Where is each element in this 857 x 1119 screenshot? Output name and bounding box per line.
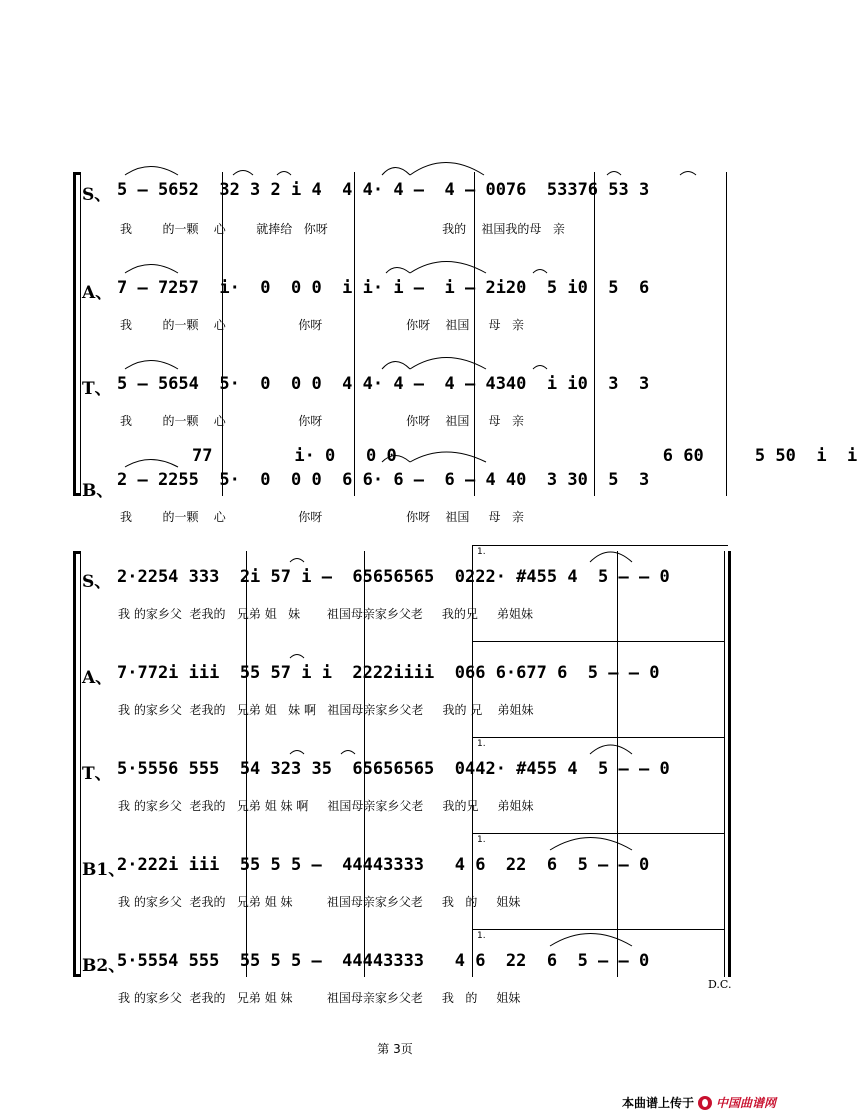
lyrics-b2: 我 的家乡父 老我的 兄弟 姐 妹 祖国母亲家乡父老 我 的 姐妹	[118, 991, 521, 1005]
slur	[382, 168, 410, 176]
lyrics-t: 我 的一颗 心 你呀 你呀 祖国 母 亲	[120, 414, 524, 428]
slur	[290, 751, 304, 755]
slur	[533, 270, 547, 274]
lyrics-s: 我 的家乡父 老我的 兄弟 姐 妹 祖国母亲家乡父老 我的兄 弟姐妹	[118, 607, 533, 621]
volta-number: 1.	[477, 835, 486, 845]
volta-number: 1.	[477, 931, 486, 941]
slur	[410, 262, 486, 274]
part-label-s: S、	[82, 185, 112, 205]
lyrics-b1: 我 的家乡父 老我的 兄弟 姐 妹 祖国母亲家乡父老 我 的 姐妹	[118, 895, 521, 909]
slur	[277, 172, 291, 176]
notes-b1: 2·222i iii 55 5 5 — 44443333 4 6 22 6 5 — — 0	[117, 855, 650, 875]
slur	[233, 171, 253, 176]
slur	[125, 167, 178, 176]
slur	[607, 172, 621, 176]
slur	[410, 163, 484, 176]
notes-s: 2·2254 333 2i 57 i — 65656565 0222· #455 4 5 — — 0	[117, 567, 670, 587]
notes-s: 5 — 5652 32 3 2 i 4 4 4· 4 — 4 — 0076 53376 53 3	[117, 180, 650, 200]
slur	[533, 366, 547, 370]
site-name: 中国曲谱网	[715, 1096, 776, 1110]
slur	[125, 361, 178, 370]
notes-b-upper: 77 i· 0 0 0 6 60 5 50 i i	[192, 446, 857, 466]
slur	[386, 268, 410, 274]
lyrics-a: 我 的家乡父 老我的 兄弟 姐 妹 啊 祖国母亲家乡父老 我的 兄 弟姐妹	[118, 703, 534, 717]
part-label-b2: B2、	[82, 956, 126, 976]
slur	[550, 838, 632, 851]
lyrics-a: 我 的一颗 心 你呀 你呀 祖国 母 亲	[120, 318, 524, 332]
slur	[382, 456, 410, 463]
slur	[590, 745, 632, 754]
slur	[590, 552, 632, 562]
notes-b2: 5·5554 555 55 5 5 — 44443333 4 6 22 6 5 — — 0	[117, 951, 650, 971]
volta-number: 1.	[477, 547, 486, 557]
lyrics-t: 我 的家乡父 老我的 兄弟 姐 妹 啊 祖国母亲家乡父老 我的兄 弟姐妹	[118, 799, 534, 813]
slur	[410, 358, 486, 370]
part-label-s: S、	[82, 572, 112, 592]
notes-t: 5·5556 555 54 323 35 65656565 0442· #455 4 5 — — 0	[117, 759, 670, 779]
slur	[125, 460, 178, 468]
slur	[382, 362, 410, 370]
notes-a: 7·772i iii 55 57 i i 2222iiii 066 6·677 6 5 — — 0	[117, 663, 660, 683]
page-number: 第 3页	[377, 1042, 413, 1056]
notes-a: 7 — 7257 i· 0 0 0 i i· i — i — 2i20 5 i0 5 6	[117, 278, 650, 298]
slur	[341, 751, 355, 755]
logo-mark-icon	[698, 1096, 712, 1110]
slur	[290, 559, 304, 563]
slur	[125, 265, 178, 274]
part-label-t: T、	[82, 379, 112, 399]
notes-b: 2 — 2255 5· 0 0 0 6 6· 6 — 6 — 4 40 3 30 5 3	[117, 470, 650, 490]
volta-number: 1.	[477, 739, 486, 749]
slur	[680, 172, 696, 176]
upload-credit	[622, 1094, 776, 1111]
part-label-a: A、	[82, 668, 113, 688]
upload-label: 本曲谱上传于	[621, 1096, 694, 1110]
slur	[290, 655, 304, 659]
slur	[410, 452, 486, 462]
lyrics-b: 我 的一颗 心 你呀 你呀 祖国 母 亲	[120, 510, 524, 524]
notes-t: 5 — 5654 5· 0 0 0 4 4· 4 — 4 — 4340 i i0 3 3	[117, 374, 650, 394]
part-label-t: T、	[82, 764, 112, 784]
da-capo-marking: D.C.	[708, 978, 732, 991]
lyrics-s: 我 的一颗 心 就捧给 你呀 我的 祖国我的母 亲	[120, 222, 565, 236]
slur	[550, 934, 632, 947]
part-label-a: A、	[82, 283, 113, 303]
part-label-b: B、	[82, 481, 114, 501]
part-label-b1: B1、	[82, 860, 126, 880]
